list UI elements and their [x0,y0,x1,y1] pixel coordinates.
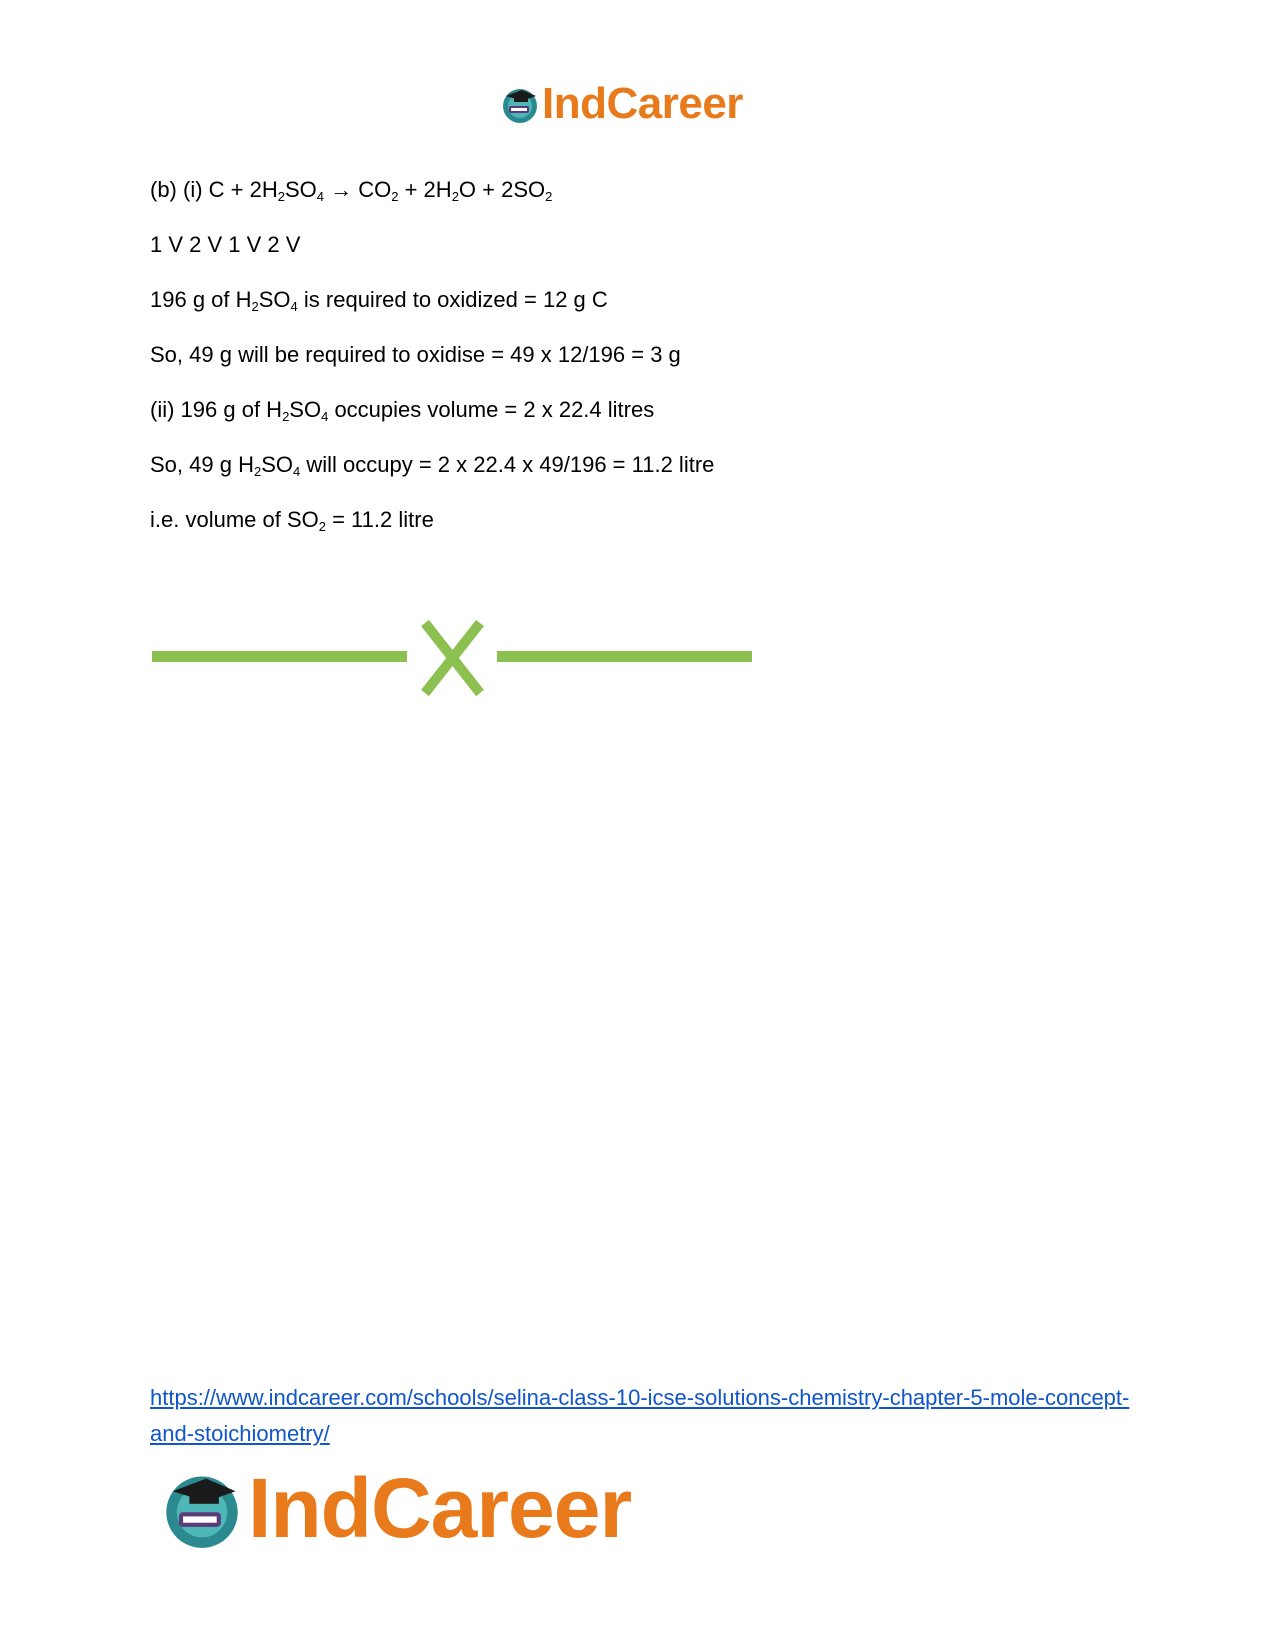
so2-volume-line: i.e. volume of $SO_2 = 11.2$ litre [150,507,434,534]
footer-logo [160,1463,631,1553]
graduation-cap-globe-icon [160,1466,244,1550]
occupy-line: So, 49 g $H_2SO_4$ will occupy = 2 x 22.4 x 49/196 = 11.2 litre [150,452,715,479]
carbon-result-line: So, 49 g will be required to oxidise = 49 x 12/196 = 3 g [150,342,681,367]
logo-wordmark: IndCareer [248,1461,632,1555]
volume-ratio-line: 1 V 2 V 1 V 2 V [150,232,301,257]
x-mark-icon [425,623,480,693]
volume-line: (ii) 196 g of $H_2SO_4$ occupies volume = 2 x 22.4 litres [150,397,655,424]
graduation-cap-globe-icon [500,84,540,124]
solution-content [150,175,1150,560]
equation-line: (b) (i) $C + 2H_2SO_4 \to CO_2 + 2H_2O + 2SO_2$ [150,177,553,204]
source-url-link[interactable]: https://www.indcareer.com/schools/selina-class-10-icse-solutions-chemistry-chapter-5-mole-concept-and-stoichiometry/ [150,1385,1130,1446]
divider-left-bar [152,651,407,662]
mass-line: 196 g of $H_2SO_4$ is required to oxidized = 12 g C [150,287,608,314]
header-logo [500,80,743,128]
divider-right-bar [497,651,752,662]
logo-wordmark: IndCareer [542,79,743,128]
section-divider [150,618,760,703]
